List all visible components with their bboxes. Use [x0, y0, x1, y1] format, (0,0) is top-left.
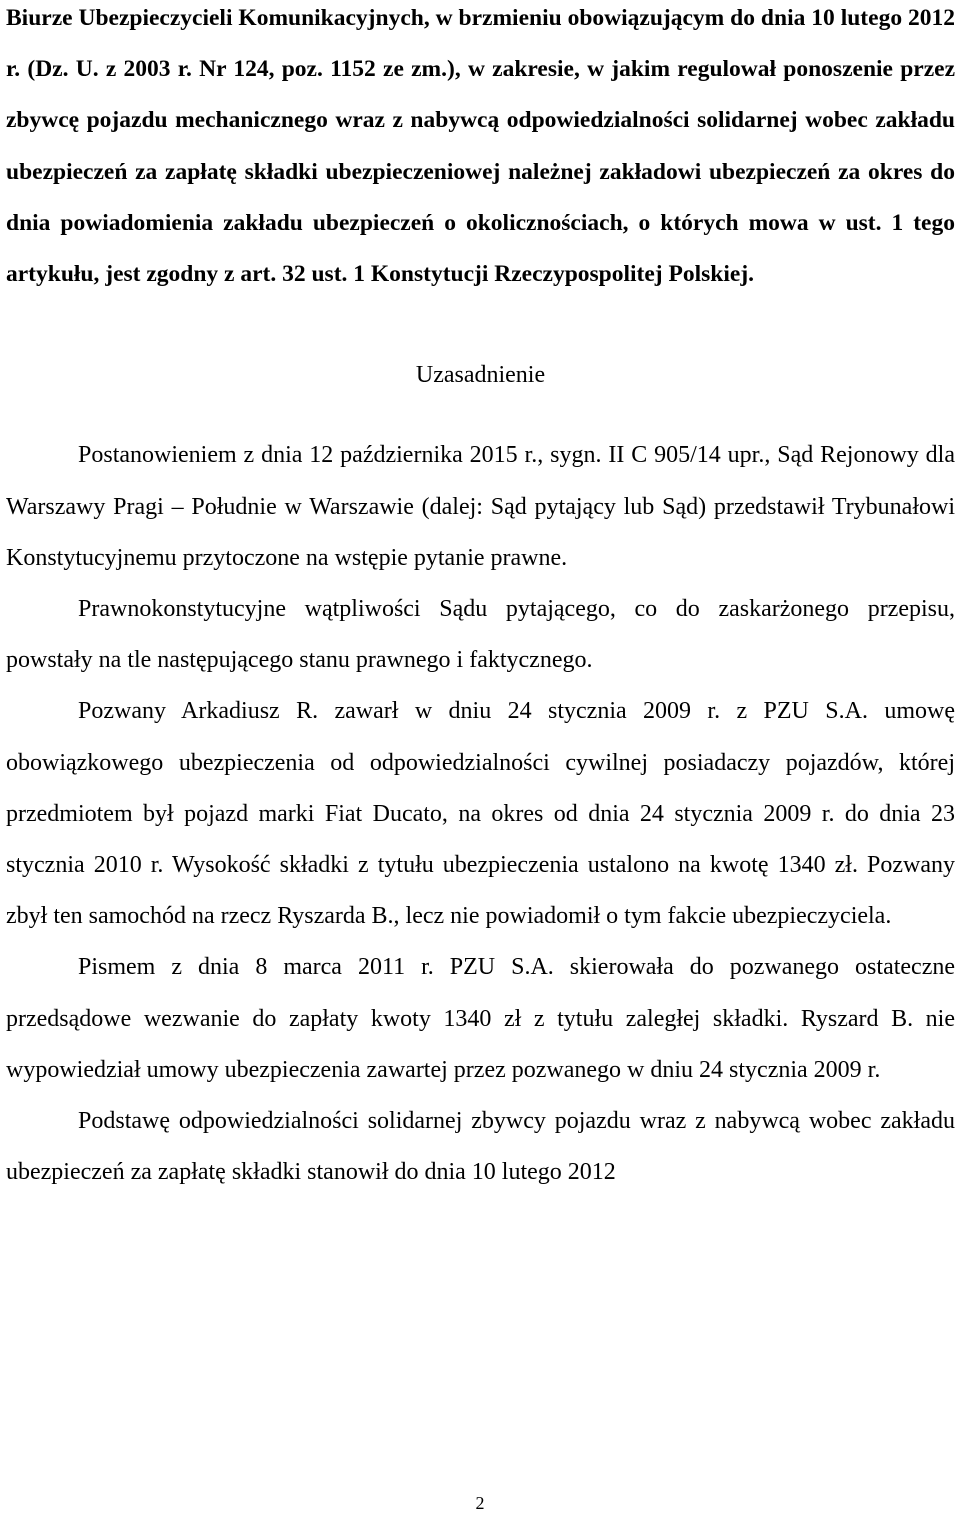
section-heading-uzasadnienie: Uzasadnienie — [415, 362, 546, 389]
paragraph: Pismem z dnia 8 marca 2011 r. PZU S.A. skierowała do pozwanego ostateczne przedsądowe wezwanie do zapłaty kwoty 1340 zł z tytułu zaległej składki. Ryszard B. nie wypowiedział umowy ubezpieczenia zawartej przez pozwanego w dniu 24 stycznia 2009 r. — [6, 954, 955, 1083]
paragraph: Postanowieniem z dnia 12 października 2015 r., sygn. II C 905/14 upr., Sąd Rejonowy dla Warszawy Pragi – Południe w Warszawie (dalej: Sąd pytający lub Sąd) przedstawił Trybunałowi Konstytucyjnemu przytoczone na wstępie pytanie prawne. — [6, 442, 955, 571]
page-number: 2 — [475, 1493, 485, 1513]
justification-body — [6, 430, 955, 1198]
paragraph: Prawnokonstytucyjne wątpliwości Sądu pytającego, co do zaskarżonego przepisu, powstały na tle następującego stanu prawnego i faktycznego. — [6, 596, 955, 674]
paragraph: Podstawę odpowiedzialności solidarnej zbywcy pojazdu wraz z nabywcą wobec zakładu ubezpieczeń za zapłatę składki stanowił do dnia 10 lutego 2012 — [6, 1108, 955, 1186]
document-page — [6, 0, 955, 1198]
verdict-continuation: Biurze Ubezpieczycieli Komunikacyjnych, w brzmieniu obowiązującym do dnia 10 lutego 2012 r. (Dz. U. z 2003 r. Nr 124, poz. 1152 ze zm.), w zakresie, w jakim regulował ponoszenie przez zbywcę pojazdu mechanicznego wraz z nabywcą odpowiedzialności solidarnej wobec zakładu ubezpieczeń za zapłatę składki ubezpieczeniowej należnej zakładowi ubezpieczeń za okres do dnia powiadomienia zakładu ubezpieczeń o okolicznościach, o których mowa w ust. 1 tego artykułu, jest zgodny z art. 32 ust. 1 Konstytucji Rzeczypospolitej Polskiej. — [6, 5, 955, 288]
paragraph: Pozwany Arkadiusz R. zawarł w dniu 24 stycznia 2009 r. z PZU S.A. umowę obowiązkowego ubezpieczenia od odpowiedzialności cywilnej posiadaczy pojazdów, której przedmiotem był pojazd marki Fiat Ducato, na okres od dnia 24 stycznia 2009 r. do dnia 23 stycznia 2010 r. Wysokość składki z tytułu ubezpieczenia ustalono na kwotę 1340 zł. Pozwany zbył ten samochód na rzecz Ryszarda B., lecz nie powiadomił o tym fakcie ubezpieczyciela. — [6, 698, 955, 930]
